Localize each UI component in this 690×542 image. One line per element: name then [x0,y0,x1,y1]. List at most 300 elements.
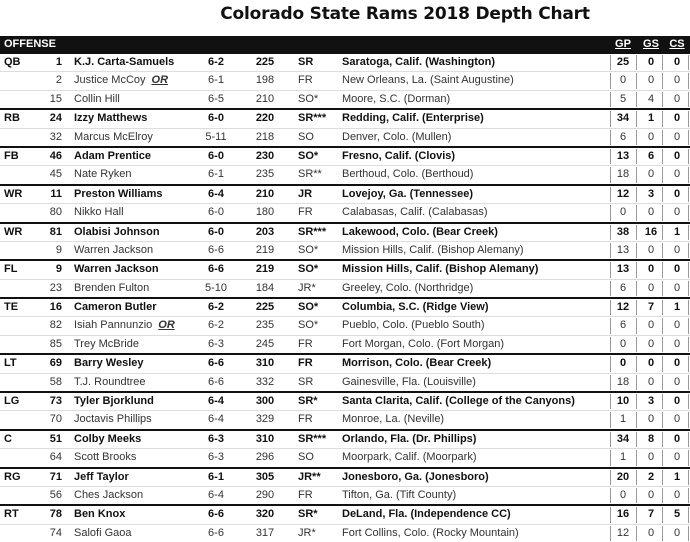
hometown-cell: Moore, S.C. (Dorman) [342,92,451,105]
number-cell: 73 [49,395,62,408]
table-row [0,184,690,203]
number-cell: 74 [49,526,62,539]
height-cell: 6-4 [208,395,224,408]
gs-cell: 3 [647,395,655,408]
cs-cell: 0 [673,281,681,294]
gs-cell: 0 [647,168,655,181]
column-divider [688,375,689,390]
number-cell: 70 [49,413,62,426]
depth-chart-table [0,36,690,542]
number-cell: 15 [49,92,62,105]
weight-cell: 219 [255,263,275,276]
name-cell [74,336,204,353]
hometown-cell: Calabasas, Calif. (Calabasas) [342,206,488,219]
weight-cell: 210 [255,187,275,200]
position-cell: FB [4,149,19,162]
column-divider [662,300,663,315]
table-row [0,316,690,334]
hometown-cell: Santa Clarita, Calif. (College of the Canyons) [342,395,575,408]
height-cell: 6-3 [208,337,224,350]
height-cell: 6-1 [208,74,224,87]
column-divider [688,470,689,485]
table-row [0,467,690,486]
gp-cell: 38 [616,225,630,238]
column-divider [662,432,663,447]
cs-cell: 1 [673,225,681,238]
weight-cell: 317 [255,526,275,539]
cs-header: CS [669,38,685,50]
cs-cell: 0 [673,74,681,87]
number-cell: 82 [49,319,62,332]
player-name: Collin Hill [74,92,120,105]
player-name: Tyler Bjorklund [74,395,154,408]
height-cell: 5-11 [205,130,227,143]
column-divider [610,318,611,333]
column-divider [662,243,663,258]
year-cell: FR [298,357,313,370]
table-row [0,524,690,542]
column-divider [610,92,611,107]
column-divider [688,225,689,240]
gs-cell: 0 [647,319,655,332]
year-cell: SR [298,56,314,68]
column-divider [662,73,663,88]
player-name: K.J. Carta-Samuels [74,56,175,68]
column-divider [610,526,611,541]
weight-cell: 184 [255,281,275,294]
gp-cell: 10 [616,395,630,408]
name-cell [74,166,204,183]
hometown-cell: Fresno, Calif. (Clovis) [342,149,456,162]
name-cell [74,110,204,127]
number-cell: 71 [49,470,62,483]
weight-cell: 332 [255,375,275,388]
name-cell [74,411,204,428]
height-cell: 6-6 [208,375,224,388]
gp-cell: 34 [616,432,630,445]
gs-cell: 0 [647,243,655,256]
hometown-cell: Fort Morgan, Colo. (Fort Morgan) [342,337,504,350]
column-divider [688,73,689,88]
gs-cell: 0 [647,263,655,276]
gs-cell: 8 [647,432,655,445]
hometown-cell: Columbia, S.C. (Ridge View) [342,301,489,314]
name-cell [74,148,204,165]
column-divider [688,507,689,522]
cs-cell: 0 [673,375,681,388]
position-cell: WR [4,187,23,200]
gp-cell: 1 [619,451,627,464]
number-cell: 23 [49,281,62,294]
weight-cell: 310 [255,357,275,370]
gp-cell: 6 [619,319,627,332]
column-divider [636,92,637,107]
cs-cell: 0 [673,357,681,370]
column-divider [662,111,663,126]
offense-header: OFFENSE [4,38,56,50]
year-cell: FR [298,337,313,350]
weight-cell: 305 [255,470,275,483]
column-divider [662,526,663,541]
column-divider [636,488,637,503]
player-name: Salofi Gaoa [74,526,132,539]
number-cell: 45 [49,168,62,181]
gp-cell: 0 [619,206,627,219]
column-divider [688,526,689,541]
cs-cell: 0 [673,206,681,219]
gp-cell: 12 [616,526,630,539]
gs-cell: 0 [647,451,655,464]
column-divider [636,225,637,240]
hometown-cell: Pueblo, Colo. (Pueblo South) [342,319,485,332]
number-cell: 2 [55,74,62,87]
column-divider [688,337,689,352]
column-divider [636,375,637,390]
column-divider [662,92,663,107]
weight-cell: 219 [255,243,275,256]
weight-cell: 245 [255,337,275,350]
year-cell: SO* [298,301,319,314]
name-cell [74,280,204,297]
table-row [0,165,690,183]
cs-cell: 5 [673,508,681,521]
year-cell: SR [298,375,314,388]
position-cell: TE [4,301,19,314]
column-divider [636,526,637,541]
hometown-cell: Orlando, Fla. (Dr. Phillips) [342,432,477,445]
year-cell: FR [298,206,313,219]
table-row [0,373,690,391]
year-cell: JR* [298,526,316,539]
player-name: Isiah Pannunzio [74,319,153,332]
column-divider [688,111,689,126]
column-divider [610,450,611,465]
player-name: Marcus McElroy [74,130,153,143]
cs-cell: 0 [673,526,681,539]
column-divider [688,92,689,107]
year-cell: SO* [298,243,319,256]
height-cell: 6-6 [208,526,224,539]
column-divider [662,337,663,352]
number-cell: 9 [55,243,62,256]
gs-cell: 0 [647,413,655,426]
year-cell: SR*** [298,432,327,445]
weight-cell: 235 [255,168,275,181]
hometown-cell: Morrison, Colo. (Bear Creek) [342,357,492,370]
gs-cell: 0 [647,74,655,87]
column-divider [636,167,637,182]
name-cell [74,242,204,259]
column-divider [662,318,663,333]
hometown-cell: Lovejoy, Ga. (Tennessee) [342,187,474,200]
year-cell: FR [298,74,313,87]
number-cell: 85 [49,337,62,350]
weight-cell: 235 [255,319,275,332]
column-divider [636,356,637,371]
player-name: Cameron Butler [74,301,157,314]
name-cell [74,355,204,372]
name-cell [74,431,204,448]
or-label: OR [151,74,169,87]
hometown-cell: Moorpark, Calif. (Moorpark) [342,451,477,464]
cs-cell: 0 [673,319,681,332]
gs-cell: 0 [647,281,655,294]
column-divider [688,130,689,145]
name-cell [74,54,204,71]
name-cell [74,224,204,241]
name-cell [74,204,204,221]
column-divider [688,243,689,258]
column-divider [610,488,611,503]
gp-cell: 5 [619,92,627,105]
number-cell: 81 [49,225,62,238]
gp-cell: 13 [616,263,630,276]
player-name: Olabisi Johnson [74,225,160,238]
gp-cell: 34 [616,112,630,125]
height-cell: 6-6 [208,357,224,370]
column-divider [662,167,663,182]
weight-cell: 310 [255,432,275,445]
cs-cell: 1 [673,470,681,483]
gs-cell: 7 [647,301,655,314]
name-cell [74,449,204,466]
weight-cell: 225 [255,301,275,314]
player-name: Preston Williams [74,187,163,200]
column-divider [610,507,611,522]
player-name: Nikko Hall [74,206,124,219]
column-divider [610,73,611,88]
height-cell: 6-0 [208,112,224,125]
player-name: Trey McBride [74,337,139,350]
table-row [0,279,690,297]
column-divider [610,470,611,485]
column-divider [688,55,689,70]
number-cell: 51 [49,432,62,445]
gs-cell: 1 [647,112,655,125]
height-cell: 6-3 [208,432,224,445]
year-cell: SR*** [298,112,327,125]
hometown-cell: Redding, Calif. (Enterprise) [342,112,484,125]
gs-cell: 3 [647,187,655,200]
table-row [0,448,690,466]
gp-cell: 13 [616,243,630,256]
height-cell: 6-2 [208,319,224,332]
cs-cell: 0 [673,112,681,125]
column-divider [636,281,637,296]
table-row [0,52,690,71]
player-name: Justice McCoy [74,74,146,87]
weight-cell: 225 [255,56,275,68]
column-divider [688,300,689,315]
height-cell: 6-1 [208,470,224,483]
column-divider [688,488,689,503]
column-divider [610,394,611,409]
or-label: OR [158,319,175,332]
number-cell: 58 [49,375,62,388]
gp-cell: 12 [616,187,630,200]
table-row [0,297,690,316]
number-cell: 24 [49,112,62,125]
number-cell: 1 [55,56,62,68]
weight-cell: 220 [255,112,275,125]
weight-cell: 329 [255,413,275,426]
name-cell [74,506,204,523]
name-cell [74,317,204,334]
hometown-cell: Jonesboro, Ga. (Jonesboro) [342,470,489,483]
name-cell [74,261,204,278]
hometown-cell: Saratoga, Calif. (Washington) [342,56,495,68]
column-divider [610,111,611,126]
column-divider [688,167,689,182]
year-cell: JR* [298,281,316,294]
table-header [0,36,690,52]
column-divider [610,130,611,145]
table-row [0,410,690,428]
column-divider [688,281,689,296]
height-cell: 6-5 [208,92,224,105]
position-cell: FL [4,263,18,276]
table-row [0,429,690,448]
height-cell: 6-3 [208,451,224,464]
gp-cell: 18 [616,168,630,181]
column-divider [636,412,637,427]
cs-cell: 0 [673,168,681,181]
gs-cell: 0 [647,357,655,370]
weight-cell: 198 [255,74,275,87]
column-divider [610,55,611,70]
column-divider [662,55,663,70]
hometown-cell: Lakewood, Colo. (Bear Creek) [342,225,498,238]
cs-cell: 0 [673,432,681,445]
table-row [0,203,690,221]
hometown-cell: Mission Hills, Calif. (Bishop Alemany) [342,243,524,256]
column-divider [688,356,689,371]
gs-cell: 0 [647,526,655,539]
column-divider [688,394,689,409]
position-cell: QB [4,56,21,68]
gs-cell: 0 [647,206,655,219]
column-divider [610,225,611,240]
player-name: Colby Meeks [74,432,142,445]
column-divider [662,450,663,465]
height-cell: 6-6 [208,243,224,256]
gs-cell: 4 [647,92,655,105]
hometown-cell: Greeley, Colo. (Northridge) [342,281,474,294]
column-divider [662,205,663,220]
column-divider [662,356,663,371]
gp-cell: 25 [616,56,630,68]
position-cell: LG [4,395,20,408]
column-divider [688,450,689,465]
column-divider [610,337,611,352]
gs-cell: 0 [647,130,655,143]
height-cell: 6-0 [208,225,224,238]
column-divider [636,187,637,202]
column-divider [610,205,611,220]
hometown-cell: Denver, Colo. (Mullen) [342,130,452,143]
year-cell: SO* [298,319,319,332]
year-cell: JR [298,187,313,200]
number-cell: 9 [55,263,62,276]
hometown-cell: Berthoud, Colo. (Berthoud) [342,168,474,181]
height-cell: 6-4 [208,187,224,200]
column-divider [636,55,637,70]
cs-cell: 0 [673,451,681,464]
height-cell: 6-1 [208,168,224,181]
column-divider [662,130,663,145]
name-cell [74,91,204,108]
table-row [0,504,690,523]
position-cell: RG [4,470,21,483]
gs-cell: 0 [647,375,655,388]
table-row [0,146,690,165]
column-divider [610,262,611,277]
weight-cell: 300 [255,395,275,408]
gp-cell: 0 [619,488,627,501]
table-row [0,335,690,353]
column-divider [636,262,637,277]
year-cell: SR** [298,168,322,181]
year-cell: SO* [298,263,319,276]
gp-cell: 6 [619,281,627,294]
number-cell: 46 [49,149,62,162]
name-cell [74,299,204,316]
column-divider [636,470,637,485]
weight-cell: 296 [255,451,275,464]
year-cell: SR*** [298,225,327,238]
column-divider [610,300,611,315]
number-cell: 56 [49,488,62,501]
gp-cell: 20 [616,470,630,483]
column-divider [662,375,663,390]
column-divider [662,225,663,240]
column-divider [688,205,689,220]
year-cell: SR* [298,508,318,521]
position-cell: C [4,432,12,445]
year-cell: SO [298,451,314,464]
column-divider [610,149,611,164]
number-cell: 11 [50,187,62,200]
column-divider [610,167,611,182]
gs-cell: 16 [644,225,658,238]
gp-cell: 1 [619,413,627,426]
player-name: Izzy Matthews [74,112,148,125]
gs-cell: 0 [647,488,655,501]
player-name: Scott Brooks [74,451,137,464]
table-row [0,241,690,259]
weight-cell: 180 [255,206,275,219]
column-divider [688,149,689,164]
column-divider [662,488,663,503]
height-cell: 6-0 [208,149,224,162]
player-name: Brenden Fulton [74,281,150,294]
name-cell [74,129,204,146]
hometown-cell: Mission Hills, Calif. (Bishop Alemany) [342,263,539,276]
hometown-cell: New Orleans, La. (Saint Augustine) [342,74,514,87]
gs-cell: 0 [647,337,655,350]
year-cell: JR** [298,470,321,483]
weight-cell: 210 [255,92,275,105]
column-divider [662,412,663,427]
gs-cell: 0 [647,56,655,68]
cs-cell: 0 [673,149,681,162]
table-row [0,259,690,278]
cs-cell: 0 [673,413,681,426]
player-name: Adam Prentice [74,149,152,162]
hometown-cell: DeLand, Fla. (Independence CC) [342,508,511,521]
column-divider [636,205,637,220]
table-row [0,71,690,89]
